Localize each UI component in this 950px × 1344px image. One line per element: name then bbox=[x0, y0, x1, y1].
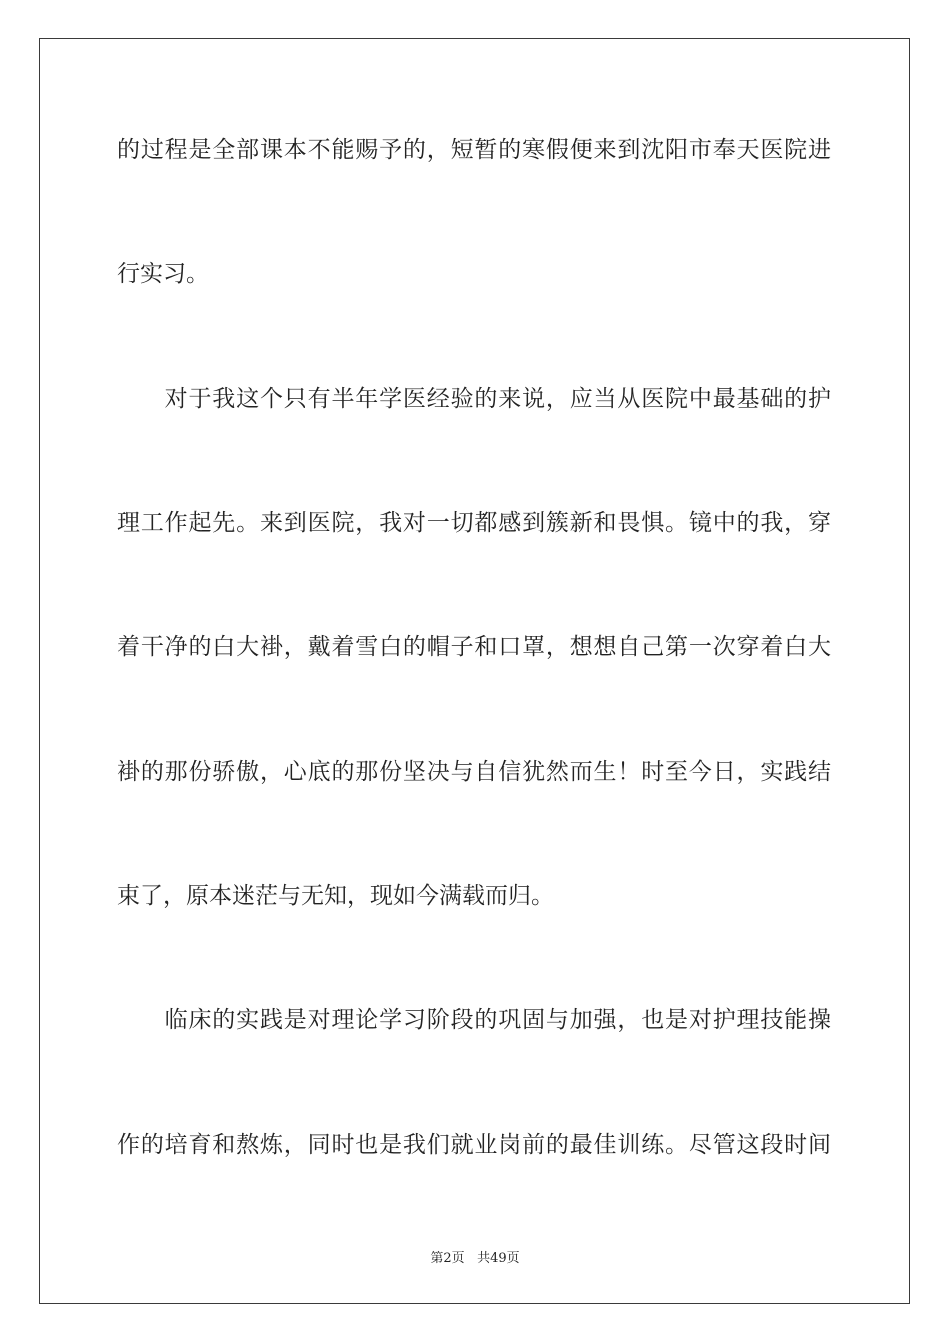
text-line: 作的培育和熬炼，同时也是我们就业岗前的最佳训练。尽管这段时间 bbox=[117, 1132, 831, 1158]
page-footer bbox=[0, 1247, 950, 1266]
page-number: 第2页 bbox=[430, 1251, 465, 1266]
text-line: 着干净的白大褂，戴着雪白的帽子和口罩，想想自己第一次穿着白大 bbox=[117, 634, 831, 660]
page-border bbox=[39, 38, 910, 1304]
text-line: 行实习。 bbox=[117, 261, 209, 287]
text-line: 临床的实践是对理论学习阶段的巩固与加强，也是对护理技能操 bbox=[117, 1007, 831, 1033]
text-line: 对于我这个只有半年学医经验的来说，应当从医院中最基础的护 bbox=[117, 386, 831, 412]
page-total: 共49页 bbox=[477, 1251, 520, 1266]
text-line: 的过程是全部课本不能赐予的，短暂的寒假便来到沈阳市奉天医院进 bbox=[117, 137, 831, 163]
text-line: 束了，原本迷茫与无知，现如今满载而归。 bbox=[117, 883, 554, 909]
text-line: 褂的那份骄傲，心底的那份坚决与自信犹然而生！时至今日，实践结 bbox=[117, 759, 831, 785]
text-line: 理工作起先。来到医院，我对一切都感到簇新和畏惧。镜中的我，穿 bbox=[117, 510, 831, 536]
